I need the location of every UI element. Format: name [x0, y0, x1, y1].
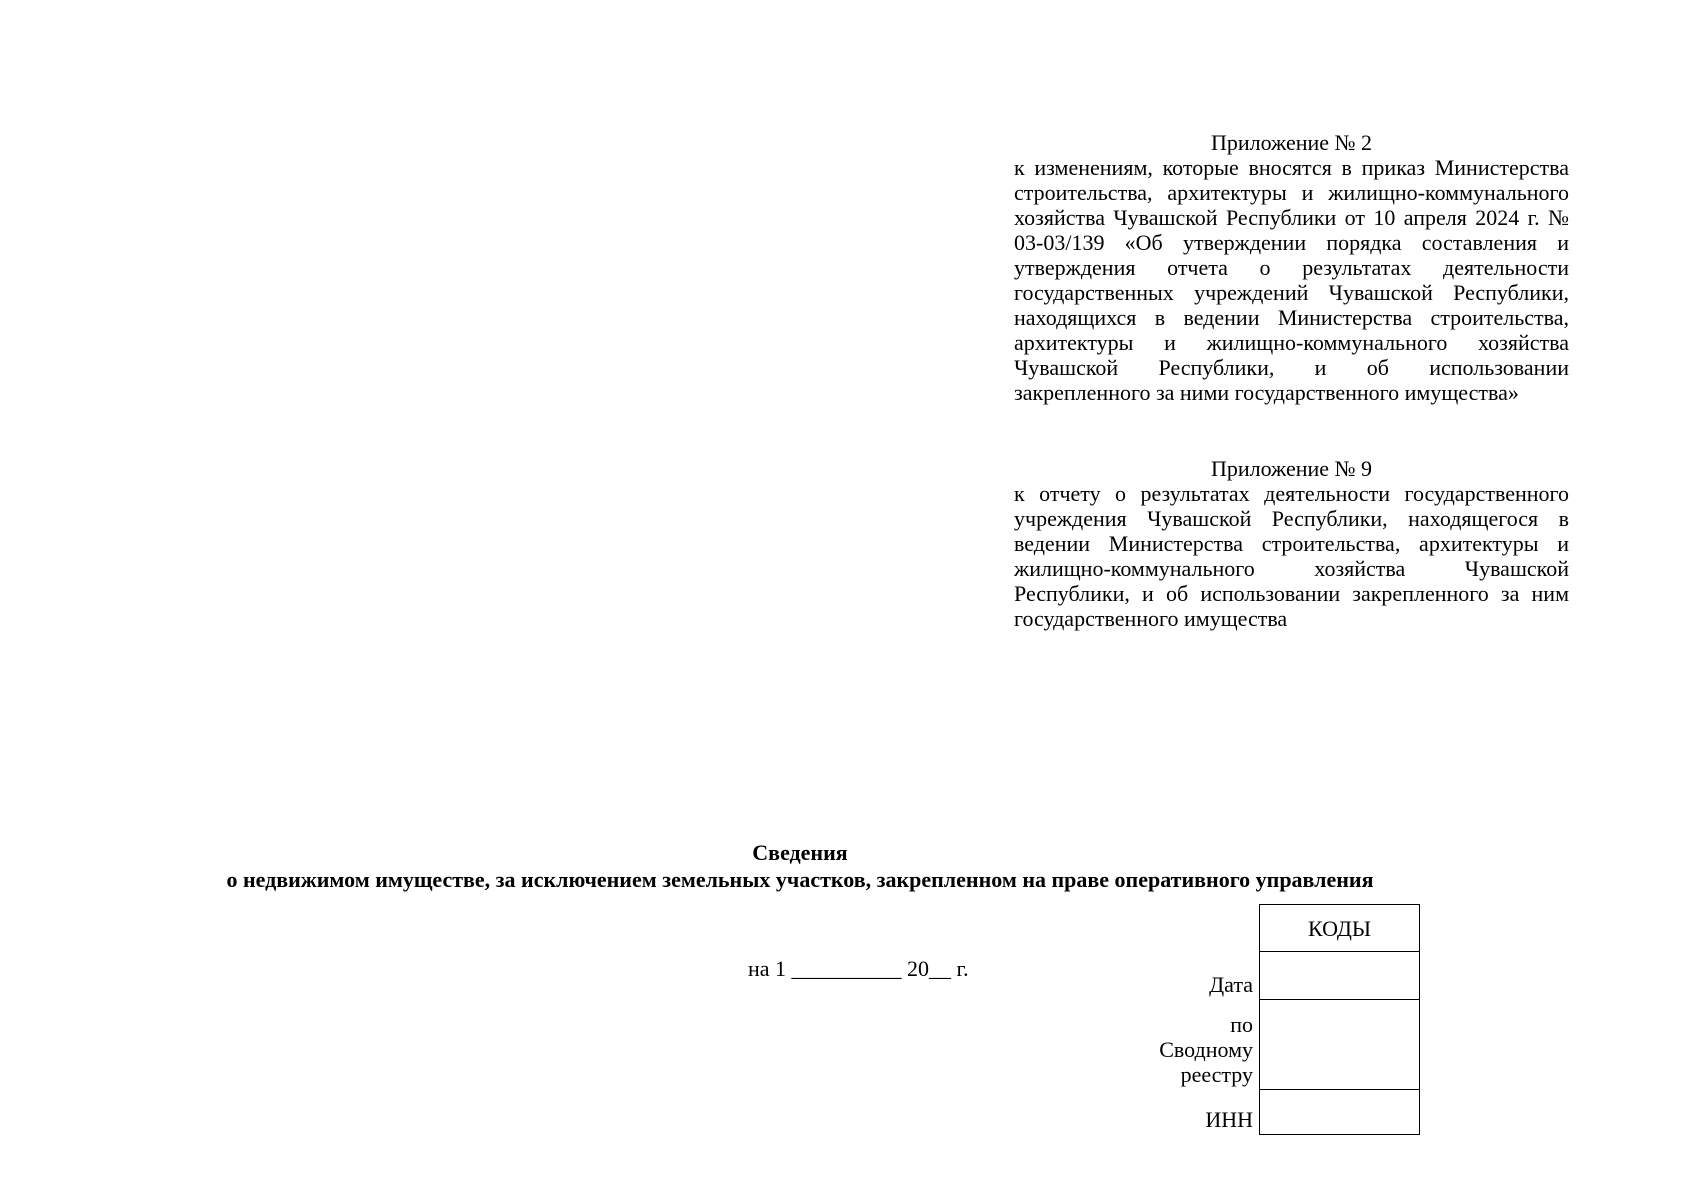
codes-table [1100, 904, 1420, 1135]
codes-row-registry [1100, 1000, 1420, 1090]
codes-value-date[interactable] [1260, 952, 1420, 1000]
codes-header-spacer [1100, 905, 1260, 952]
annex-2-block [1014, 130, 1569, 405]
codes-label-date: Дата [1209, 971, 1253, 997]
document-title: Сведения [752, 840, 848, 865]
annex-9-title: Приложение № 9 [1210, 456, 1373, 481]
annex-2-text: к изменениям, которые вносятся в приказ Министерства строительства, архитектуры и жилищно-коммунального хозяйства Чувашской Республики от 10 апреля 2024 г. № 03-03/139 «Об утверждении порядка составления и утверждения отчета о результатах деятельности государственных учреждений Чувашской Республики, находящихся в ведении Министерства строительства, архитектуры и жилищно-коммунального хозяйства Чувашской Республики, и об использовании закрепленного за ними государственного имущества» [1014, 155, 1569, 405]
annex-9-text: к отчету о результатах деятельности государственного учреждения Чувашской Республики, находящегося в ведении Министерства строительства, архитектуры и жилищно-коммунального хозяйства Чувашской Республики, и об использовании закрепленного за ним государственного имущества [1014, 481, 1569, 631]
codes-header: КОДЫ [1260, 905, 1420, 952]
codes-row-inn [1100, 1090, 1420, 1135]
document-heading [100, 839, 1500, 893]
codes-value-registry[interactable] [1260, 1000, 1420, 1090]
codes-value-inn[interactable] [1260, 1090, 1420, 1135]
annex-9-block [1014, 456, 1569, 631]
codes-header-row [1100, 905, 1420, 952]
report-date-line: на 1 __________ 20__ г. [748, 956, 969, 981]
annex-2-title: Приложение № 2 [1210, 130, 1373, 155]
document-subtitle: о недвижимом имуществе, за исключением земельных участков, закрепленном на праве оперативного управления [226, 867, 1374, 892]
codes-label-registry: по Сводному реестру [1159, 1011, 1253, 1087]
codes-label-inn: ИНН [1205, 1106, 1253, 1132]
codes-row-date [1100, 952, 1420, 1000]
